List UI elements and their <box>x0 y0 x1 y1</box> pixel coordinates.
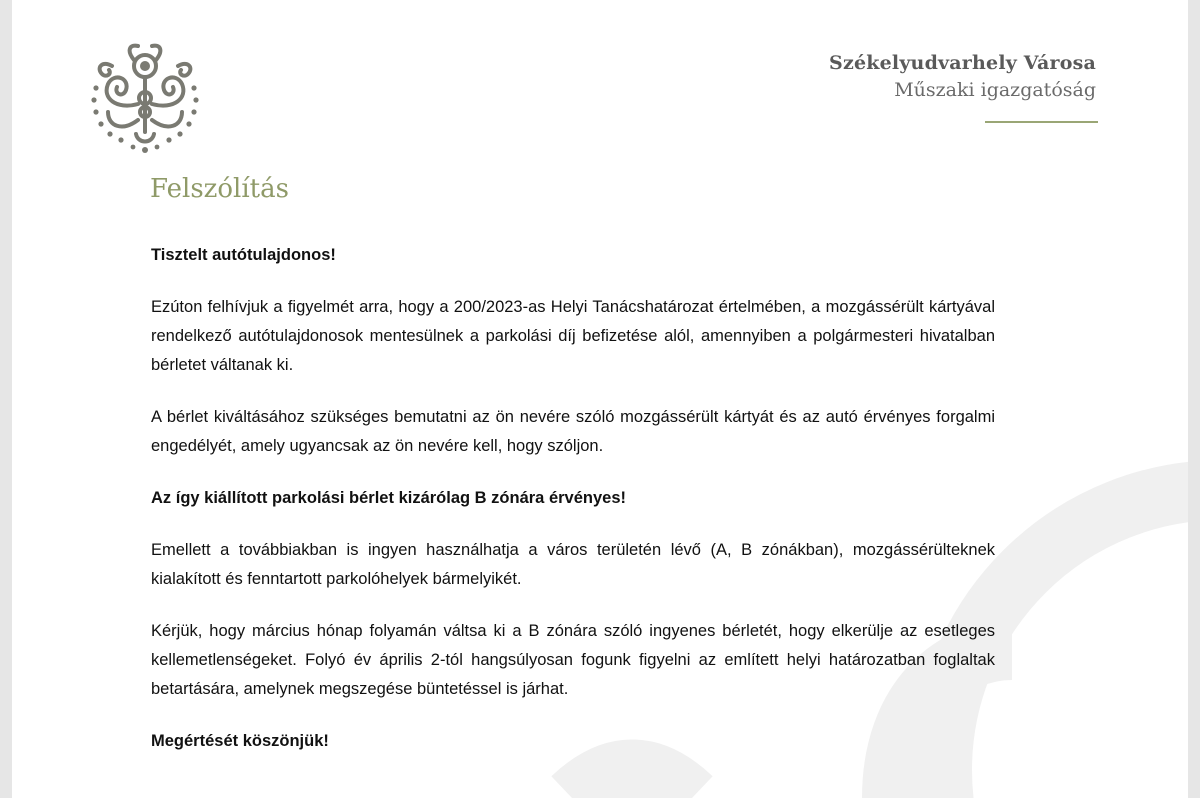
city-emblem-icon <box>86 40 204 158</box>
document-page <box>12 0 1188 798</box>
greeting: Tisztelt autótulajdonos! <box>151 246 336 264</box>
paragraph-1: Ezúton felhívjuk a figyelmét arra, hogy a 200/2023-as Helyi Tanácshatározat értelmében, a mozgássérült kártyával rendelkező autótulajdonosok mentesülnek a parkolási díj befizetése alól, amennyiben a polgármesteri hivatalban bérletet váltanak ki. <box>151 298 995 374</box>
document-title: Felszólítás <box>150 174 289 204</box>
paragraph-2: A bérlet kiváltásához szükséges bemutatni az ön nevére szóló mozgássérült kártyát és az autó érvényes forgalmi engedélyét, amely ugyancsak az ön nevére kell, hogy szóljon. <box>151 408 995 455</box>
header-divider <box>985 121 1098 123</box>
city-name: Székelyudvarhely Városa <box>829 52 1096 74</box>
closing: Megértését köszönjük! <box>151 732 329 750</box>
paragraph-5: Kérjük, hogy március hónap folyamán váltsa ki a B zónára szóló ingyenes bérletét, hogy elkerülje az esetleges kellemetlenségeket. Folyó év április 2-tól hangsúlyosan fogunk figyelni az említett helyi határozatban foglaltak betartására, amelynek megszegése büntetéssel is járhat. <box>151 622 995 698</box>
document-body <box>151 241 995 779</box>
paragraph-3-notice: Az így kiállított parkolási bérlet kizárólag B zónára érvényes! <box>151 489 626 507</box>
department-name: Műszaki igazgatóság <box>894 79 1096 101</box>
paragraph-4: Emellett a továbbiakban is ingyen használhatja a város területén lévő (A, B zónákban), mozgássérülteknek kialakított és fenntartott parkolóhelyek bármelyikét. <box>151 541 995 588</box>
letterhead <box>829 52 1096 101</box>
